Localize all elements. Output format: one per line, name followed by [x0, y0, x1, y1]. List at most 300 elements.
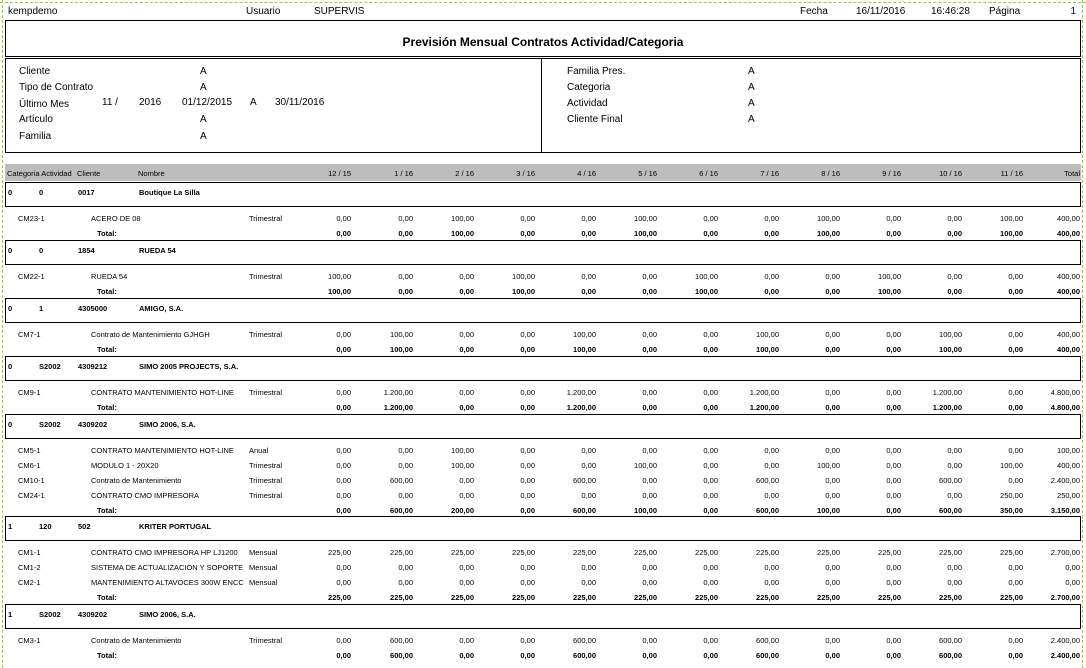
- month-value: 0,00: [947, 272, 962, 281]
- month-value: 0,00: [947, 578, 962, 587]
- month-total: 225,00: [390, 593, 413, 602]
- filter-date-to: 30/11/2016: [275, 97, 325, 108]
- month-value: 0,00: [642, 388, 657, 397]
- month-value: 225,00: [1000, 548, 1023, 557]
- month-total: 0,00: [703, 345, 718, 354]
- month-total: 1.200,00: [566, 403, 596, 412]
- time-value: 16:46:28: [931, 6, 970, 17]
- month-total: 0,00: [642, 651, 657, 660]
- month-value: 0,00: [1008, 563, 1023, 572]
- group-activity: 0: [39, 246, 44, 255]
- margin-guide-right: [1082, 0, 1083, 668]
- month-total: 100,00: [756, 345, 779, 354]
- contract-description: CONTRATO MANTENIMIENTO HOT-LINE: [91, 446, 234, 455]
- month-value: 0,00: [459, 636, 474, 645]
- month-total: 0,00: [764, 229, 779, 238]
- month-value: 0,00: [398, 446, 413, 455]
- contract-code: CM5-1: [18, 446, 41, 455]
- contract-type: Trimestral: [249, 491, 283, 500]
- month-value: 0,00: [398, 272, 413, 281]
- month-value: 0,00: [886, 461, 901, 470]
- contract-description: Contrato de Mantenimiento: [91, 476, 182, 485]
- table-row: [5, 461, 1081, 473]
- month-total: 0,00: [886, 229, 901, 238]
- filter-date-from: 01/12/2015: [182, 97, 233, 108]
- month-total: 225,00: [939, 593, 962, 602]
- month-total: 600,00: [756, 506, 779, 515]
- month-value: 0,00: [825, 446, 840, 455]
- header-month: 11 / 16: [1000, 169, 1023, 178]
- month-value: 0,00: [459, 272, 474, 281]
- month-value: 0,00: [459, 476, 474, 485]
- group-category: 1: [8, 522, 13, 531]
- header-client: Cliente: [77, 169, 101, 178]
- row-total: 100,00: [1057, 446, 1080, 455]
- month-value: 225,00: [573, 548, 596, 557]
- month-value: 0,00: [520, 491, 535, 500]
- month-value: 100,00: [328, 272, 351, 281]
- filter-label: Familia Pres.: [567, 66, 626, 77]
- month-total: 0,00: [581, 287, 596, 296]
- month-total: 0,00: [703, 403, 718, 412]
- month-total: 100,00: [634, 229, 657, 238]
- month-value: 0,00: [764, 491, 779, 500]
- contract-type: Trimestral: [249, 636, 283, 645]
- month-total: 600,00: [573, 651, 596, 660]
- group-client-name: SIMO 2005 PROJECTS, S.A.: [139, 362, 239, 371]
- header-month: 5 / 16: [638, 169, 657, 178]
- month-value: 0,00: [886, 446, 901, 455]
- filter-value: A: [748, 82, 755, 93]
- group-client-code: 4309202: [78, 420, 108, 429]
- group-activity: S2002: [39, 610, 61, 619]
- group-client-code: 4309212: [78, 362, 108, 371]
- month-value: 225,00: [878, 548, 901, 557]
- filter-label: Categoria: [567, 82, 611, 93]
- table-row: [5, 446, 1081, 458]
- contract-type: Anual: [249, 446, 269, 455]
- table-header: [5, 164, 1081, 181]
- month-value: 0,00: [886, 491, 901, 500]
- month-value: 0,00: [520, 476, 535, 485]
- month-value: 600,00: [573, 636, 596, 645]
- month-total: 0,00: [1008, 345, 1023, 354]
- month-value: 100,00: [634, 214, 657, 223]
- header-cat-act: Categoria Actividad: [7, 169, 72, 178]
- month-total: 0,00: [520, 506, 535, 515]
- month-total: 100,00: [451, 229, 474, 238]
- month-value: 0,00: [703, 461, 718, 470]
- month-value: 600,00: [390, 476, 413, 485]
- month-value: 0,00: [459, 491, 474, 500]
- month-value: 100,00: [573, 330, 596, 339]
- contract-code: CM24-1: [18, 491, 45, 500]
- month-value: 0,00: [764, 272, 779, 281]
- page-number: 1: [1070, 6, 1076, 17]
- total-label: Total:: [97, 651, 117, 660]
- month-total: 0,00: [459, 651, 474, 660]
- month-total: 0,00: [336, 345, 351, 354]
- group-client-name: KRITER PORTUGAL: [139, 522, 212, 531]
- month-value: 600,00: [939, 476, 962, 485]
- month-total: 0,00: [459, 403, 474, 412]
- month-total: 0,00: [886, 506, 901, 515]
- group-client-code: 1854: [78, 246, 95, 255]
- month-value: 0,00: [1008, 272, 1023, 281]
- contract-description: Contrato de Mantenimiento GJHGH: [91, 330, 210, 339]
- group-activity: 120: [39, 522, 52, 531]
- contract-type: Trimestral: [249, 330, 283, 339]
- month-total: 0,00: [825, 345, 840, 354]
- month-value: 0,00: [703, 476, 718, 485]
- total-label: Total:: [97, 506, 117, 515]
- total-label: Total:: [97, 229, 117, 238]
- contract-description: CONTRATO CMO IMPRESORA HP LJ1200: [91, 548, 238, 557]
- month-value: 0,00: [520, 446, 535, 455]
- month-value: 100,00: [451, 214, 474, 223]
- client-group-header: [5, 604, 1081, 629]
- total-row: [5, 651, 1081, 663]
- filter-divider: [541, 59, 542, 152]
- filter-label: Familia: [19, 131, 52, 142]
- contract-description: Contrato de Mantenimiento: [91, 636, 182, 645]
- month-total: 100,00: [390, 345, 413, 354]
- month-value: 100,00: [451, 461, 474, 470]
- filter-date-sep: A: [250, 97, 257, 108]
- month-value: 100,00: [512, 272, 535, 281]
- month-value: 0,00: [703, 636, 718, 645]
- contract-code: CM23-1: [18, 214, 45, 223]
- contract-code: CM10-1: [18, 476, 45, 485]
- month-total: 225,00: [573, 593, 596, 602]
- month-total: 0,00: [520, 229, 535, 238]
- month-value: 0,00: [703, 491, 718, 500]
- filter-label: Artículo: [19, 114, 53, 125]
- contract-code: CM1-2: [18, 563, 41, 572]
- month-value: 0,00: [947, 491, 962, 500]
- grand-total: 2.400,00: [1050, 651, 1080, 660]
- month-value: 0,00: [398, 461, 413, 470]
- month-value: 0,00: [764, 446, 779, 455]
- date-value: 16/11/2016: [856, 6, 906, 17]
- month-value: 225,00: [634, 548, 657, 557]
- header-month: 10 / 16: [939, 169, 962, 178]
- month-total: 100,00: [512, 287, 535, 296]
- header-name: Nombre: [138, 169, 165, 178]
- month-value: 0,00: [398, 563, 413, 572]
- filter-label: Tipo de Contrato: [19, 82, 94, 93]
- filter-value: A: [748, 66, 755, 77]
- month-value: 0,00: [336, 563, 351, 572]
- client-group-header: [5, 182, 1081, 207]
- month-value: 0,00: [336, 476, 351, 485]
- month-value: 0,00: [581, 578, 596, 587]
- month-value: 100,00: [695, 272, 718, 281]
- month-value: 0,00: [825, 563, 840, 572]
- header-month: 4 / 16: [577, 169, 596, 178]
- month-total: 225,00: [878, 593, 901, 602]
- header-month: 6 / 16: [699, 169, 718, 178]
- filter-label: Último Mes: [19, 99, 70, 110]
- month-total: 600,00: [939, 651, 962, 660]
- month-value: 225,00: [328, 548, 351, 557]
- contract-code: CM2-1: [18, 578, 41, 587]
- grand-total: 400,00: [1057, 287, 1080, 296]
- table-row: [5, 330, 1081, 342]
- month-value: 1.200,00: [383, 388, 413, 397]
- month-value: 0,00: [764, 214, 779, 223]
- month-value: 600,00: [573, 476, 596, 485]
- month-value: 0,00: [1008, 330, 1023, 339]
- month-total: 0,00: [764, 287, 779, 296]
- month-value: 0,00: [642, 563, 657, 572]
- month-value: 600,00: [756, 636, 779, 645]
- group-client-code: 4305000: [78, 304, 108, 313]
- month-value: 0,00: [825, 272, 840, 281]
- month-total: 0,00: [703, 651, 718, 660]
- month-value: 0,00: [764, 563, 779, 572]
- total-label: Total:: [97, 593, 117, 602]
- month-value: 225,00: [451, 548, 474, 557]
- table-row: [5, 548, 1081, 560]
- month-value: 0,00: [581, 214, 596, 223]
- month-value: 0,00: [1008, 578, 1023, 587]
- month-total: 225,00: [817, 593, 840, 602]
- month-total: 100,00: [695, 287, 718, 296]
- table-row: [5, 491, 1081, 503]
- row-total: 400,00: [1057, 272, 1080, 281]
- contract-type: Mensual: [249, 548, 278, 557]
- month-value: 0,00: [336, 214, 351, 223]
- table-row: [5, 476, 1081, 488]
- month-total: 0,00: [642, 403, 657, 412]
- month-value: 0,00: [642, 330, 657, 339]
- filter-label: Actividad: [567, 98, 608, 109]
- month-value: 0,00: [642, 476, 657, 485]
- month-total: 600,00: [939, 506, 962, 515]
- group-activity: 0: [39, 188, 44, 197]
- contract-description: RUEDA 54: [91, 272, 128, 281]
- filter-month: 11 /: [102, 97, 118, 108]
- month-value: 0,00: [764, 461, 779, 470]
- month-value: 225,00: [512, 548, 535, 557]
- client-group-header: [5, 356, 1081, 381]
- month-value: 0,00: [825, 636, 840, 645]
- month-value: 0,00: [398, 214, 413, 223]
- month-value: 0,00: [520, 330, 535, 339]
- month-total: 0,00: [1008, 651, 1023, 660]
- report-title-box: [5, 20, 1081, 57]
- contract-description: SISTEMA DE ACTUALIZACION Y SOPORTE: [91, 563, 244, 572]
- grand-total: 2.700,00: [1050, 593, 1080, 602]
- contract-type: Trimestral: [249, 214, 283, 223]
- row-total: 400,00: [1057, 214, 1080, 223]
- month-total: 0,00: [825, 287, 840, 296]
- month-value: 0,00: [336, 636, 351, 645]
- group-category: 0: [8, 246, 13, 255]
- grand-total: 3.150,00: [1050, 506, 1080, 515]
- month-value: 0,00: [581, 563, 596, 572]
- margin-guide-top: [0, 2, 1086, 3]
- table-row: [5, 578, 1081, 590]
- month-total: 225,00: [756, 593, 779, 602]
- month-value: 0,00: [886, 636, 901, 645]
- header-month: 3 / 16: [516, 169, 535, 178]
- month-value: 0,00: [459, 578, 474, 587]
- contract-description: MODULO 1 - 20X20: [91, 461, 159, 470]
- contract-type: Trimestral: [249, 476, 283, 485]
- month-total: 0,00: [459, 287, 474, 296]
- filter-label: Cliente: [19, 66, 51, 77]
- month-value: 600,00: [756, 476, 779, 485]
- month-value: 0,00: [581, 461, 596, 470]
- total-label: Total:: [97, 287, 117, 296]
- month-value: 225,00: [756, 548, 779, 557]
- month-total: 1.200,00: [383, 403, 413, 412]
- contract-description: CONTRATO CMO IMPRESORA: [91, 491, 200, 500]
- row-total: 2.400,00: [1050, 476, 1080, 485]
- group-client-name: SIMO 2006, S.A.: [139, 420, 196, 429]
- report-top-bar: [8, 6, 1076, 20]
- filter-year: 2016: [139, 97, 162, 108]
- month-value: 0,00: [336, 446, 351, 455]
- group-category: 0: [8, 304, 13, 313]
- client-group-header: [5, 516, 1081, 541]
- header-month: 1 / 16: [394, 169, 413, 178]
- date-label: Fecha: [800, 6, 828, 17]
- grand-total: 4.800,00: [1050, 403, 1080, 412]
- table-row: [5, 272, 1081, 284]
- contract-description: ACERO DE 08: [91, 214, 141, 223]
- month-total: 0,00: [642, 287, 657, 296]
- margin-guide-left: [2, 0, 3, 668]
- month-value: 0,00: [825, 476, 840, 485]
- month-total: 0,00: [398, 229, 413, 238]
- month-total: 0,00: [336, 229, 351, 238]
- month-value: 0,00: [947, 461, 962, 470]
- month-value: 225,00: [817, 548, 840, 557]
- header-month: 9 / 16: [882, 169, 901, 178]
- month-value: 225,00: [390, 548, 413, 557]
- month-total: 225,00: [634, 593, 657, 602]
- row-total: 0,00: [1065, 578, 1080, 587]
- group-category: 0: [8, 188, 13, 197]
- filter-panel: [5, 58, 1081, 153]
- row-total: 0,00: [1065, 563, 1080, 572]
- group-client-code: 4309202: [78, 610, 108, 619]
- month-total: 0,00: [336, 506, 351, 515]
- row-total: 4.800,00: [1050, 388, 1080, 397]
- month-value: 0,00: [336, 491, 351, 500]
- client-group-header: [5, 414, 1081, 439]
- month-value: 0,00: [886, 214, 901, 223]
- month-total: 100,00: [817, 229, 840, 238]
- contract-description: MANTENIMIENTO ALTAVOCES 300W ENCC: [91, 578, 244, 587]
- group-activity: 1: [39, 304, 44, 313]
- month-value: 0,00: [581, 446, 596, 455]
- filter-value: A: [200, 66, 207, 77]
- month-total: 0,00: [947, 287, 962, 296]
- group-activity: S2002: [39, 420, 61, 429]
- contract-type: Trimestral: [249, 388, 283, 397]
- month-value: 250,00: [1000, 491, 1023, 500]
- month-value: 0,00: [336, 330, 351, 339]
- month-value: 0,00: [703, 388, 718, 397]
- month-value: 0,00: [886, 388, 901, 397]
- month-value: 0,00: [520, 214, 535, 223]
- month-value: 0,00: [886, 578, 901, 587]
- month-total: 0,00: [886, 651, 901, 660]
- month-value: 1.200,00: [749, 388, 779, 397]
- month-value: 0,00: [642, 446, 657, 455]
- month-value: 0,00: [459, 563, 474, 572]
- filter-value: A: [748, 114, 755, 125]
- month-total: 600,00: [390, 651, 413, 660]
- month-total: 0,00: [642, 345, 657, 354]
- month-value: 0,00: [520, 563, 535, 572]
- month-total: 0,00: [1008, 287, 1023, 296]
- month-value: 0,00: [703, 446, 718, 455]
- group-client-code: 0017: [78, 188, 95, 197]
- month-value: 100,00: [1000, 214, 1023, 223]
- total-label: Total:: [97, 403, 117, 412]
- month-value: 0,00: [886, 563, 901, 572]
- month-value: 0,00: [947, 563, 962, 572]
- month-total: 0,00: [886, 345, 901, 354]
- month-value: 100,00: [817, 461, 840, 470]
- month-value: 0,00: [520, 461, 535, 470]
- month-total: 0,00: [336, 651, 351, 660]
- month-total: 0,00: [1008, 403, 1023, 412]
- contract-code: CM6-1: [18, 461, 41, 470]
- group-client-name: Boutique La Silla: [139, 188, 200, 197]
- report-title: Previsión Mensual Contratos Actividad/Categoria: [402, 35, 684, 49]
- filter-value: A: [200, 114, 207, 125]
- month-total: 0,00: [947, 229, 962, 238]
- month-value: 0,00: [825, 388, 840, 397]
- contract-code: CM7-1: [18, 330, 41, 339]
- month-total: 0,00: [459, 345, 474, 354]
- month-total: 225,00: [512, 593, 535, 602]
- page-label: Página: [989, 6, 1021, 17]
- month-total: 350,00: [1000, 506, 1023, 515]
- month-value: 0,00: [703, 563, 718, 572]
- month-value: 100,00: [939, 330, 962, 339]
- total-label: Total:: [97, 345, 117, 354]
- month-value: 0,00: [886, 476, 901, 485]
- month-total: 0,00: [825, 403, 840, 412]
- month-value: 100,00: [451, 446, 474, 455]
- filter-value: A: [200, 82, 207, 93]
- group-client-name: SIMO 2006, S.A.: [139, 610, 196, 619]
- month-value: 0,00: [825, 330, 840, 339]
- row-total: 2.700,00: [1050, 548, 1080, 557]
- month-total: 0,00: [520, 403, 535, 412]
- contract-type: Mensual: [249, 563, 278, 572]
- month-value: 0,00: [520, 578, 535, 587]
- header-month: 8 / 16: [821, 169, 840, 178]
- month-value: 0,00: [825, 578, 840, 587]
- month-value: 100,00: [390, 330, 413, 339]
- month-value: 100,00: [1000, 461, 1023, 470]
- month-value: 225,00: [695, 548, 718, 557]
- month-total: 225,00: [328, 593, 351, 602]
- month-total: 100,00: [817, 506, 840, 515]
- header-month: 12 / 15: [328, 169, 351, 178]
- group-activity: S2002: [39, 362, 61, 371]
- month-value: 0,00: [520, 636, 535, 645]
- month-value: 600,00: [939, 636, 962, 645]
